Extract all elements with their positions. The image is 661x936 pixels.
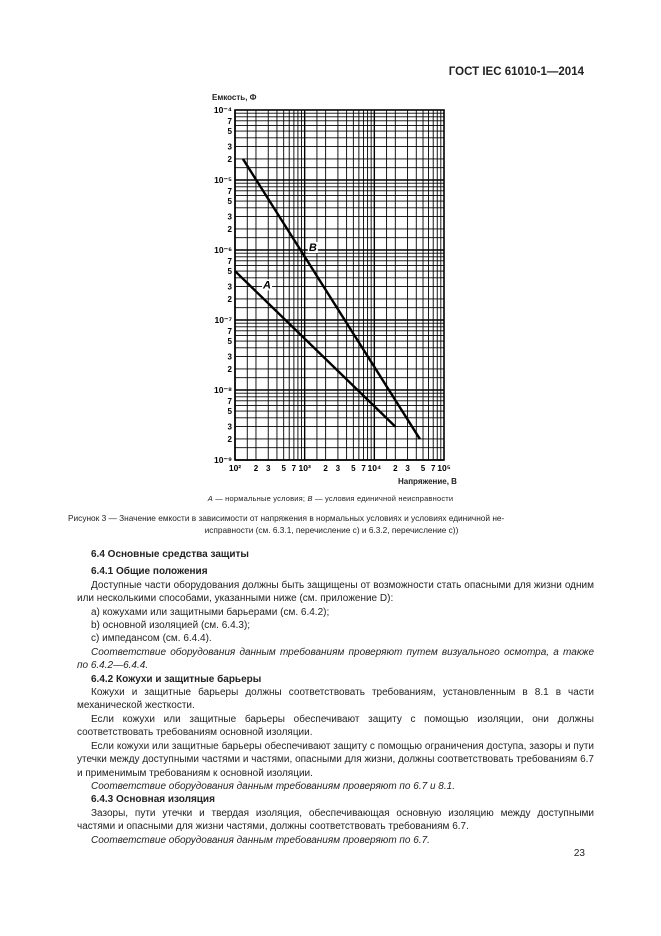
x-tick-label: 5 (420, 464, 426, 473)
paragraph: Если кожухи или защитные барьеры обеспечивают защиту с помощью ограничения доступа, зазоры и пути утечки между доступными частями и частями, опасными для жизни, должны соответствовать требованиям 6.7 и применимым требованиям к основной изоляции. (77, 740, 594, 779)
list-item-b: b) основной изоляцией (см. 6.4.3); (91, 620, 251, 632)
y-tick-label: 7 (227, 396, 232, 406)
y-tick-label: 2 (227, 364, 232, 374)
y-tick-label: 10⁻⁹ (214, 455, 232, 465)
x-tick-label: 2 (323, 464, 328, 473)
figure-caption (68, 512, 595, 536)
paragraph: Зазоры, пути утечки и твердая изоляция, обеспечивающая основную изоляцию между доступными частями и опасными для жизни частями, должны соответствовать требованиям 6.7. (77, 807, 594, 833)
y-tick-label: 3 (227, 142, 232, 152)
x-tick-label: 3 (266, 464, 271, 473)
x-tick-label: 10² (228, 463, 242, 473)
x-tick-label: 7 (361, 464, 366, 473)
x-tick-label: 10⁴ (367, 463, 382, 473)
x-tick-label: 3 (405, 464, 410, 473)
section-6-4-1-title: 6.4.1 Общие положения (91, 566, 208, 578)
y-tick-label: 5 (227, 337, 232, 347)
list-item-a: a) кожухами или защитными барьерами (см. 6.4.2); (91, 606, 330, 618)
y-tick-label: 2 (227, 224, 232, 234)
compliance-note: Соответствие оборудования данным требованиям проверяют по 6.7 и 8.1. (91, 780, 455, 792)
x-tick-label: 10⁵ (437, 463, 451, 473)
page-number: 23 (573, 848, 585, 859)
y-tick-label: 5 (227, 127, 232, 137)
section-6-4-2-title: 6.4.2 Кожухи и защитные барьеры (91, 673, 262, 685)
y-tick-label: 3 (227, 422, 232, 432)
y-tick-label: 10⁻⁵ (214, 175, 232, 185)
series-label-a: A (263, 279, 271, 292)
y-tick-label: 3 (227, 352, 232, 362)
y-tick-label: 5 (227, 197, 232, 207)
compliance-note: Соответствие оборудования данным требованиям проверяют по 6.7. (91, 834, 430, 846)
x-tick-label: 2 (393, 464, 398, 473)
caption-line-2: исправности (см. 6.3.1, перечисление с) и 6.3.2, перечисление с)) (204, 525, 459, 535)
y-tick-label: 2 (227, 434, 232, 444)
section-6-4-3-title: 6.4.3 Основная изоляция (91, 794, 215, 806)
y-tick-label: 3 (227, 282, 232, 292)
y-tick-label: 7 (227, 116, 232, 126)
legend-a-text: — нормальные условия; (215, 494, 306, 503)
legend-b-key: B (307, 494, 313, 503)
y-tick-label: 7 (227, 256, 232, 266)
compliance-note: Соответствие оборудования данным требованиям проверяют путем визуального осмотра, а также по 6.4.2—6.4.4. (77, 646, 594, 672)
x-tick-label: 2 (253, 464, 259, 473)
y-tick-label: 2 (227, 294, 232, 304)
legend-b-text: — условия единичной неисправности (315, 494, 454, 503)
x-tick-label: 5 (281, 464, 286, 473)
x-tick-label: 3 (335, 464, 341, 473)
paragraph: Если кожухи или защитные барьеры обеспечивают защиту с помощью изоляции, они должны соответствовать требованиям основной изоляции. (77, 713, 594, 739)
y-tick-label: 10⁻⁶ (214, 245, 232, 255)
document-header: ГОСТ IEC 61010-1—2014 (448, 66, 584, 78)
document-body (77, 548, 594, 847)
section-6-4-title: 6.4 Основные средства защиты (91, 549, 249, 560)
chart-legend (0, 494, 661, 503)
y-tick-label: 7 (227, 186, 232, 196)
y-tick-label: 5 (227, 407, 232, 417)
series-label-b: B (308, 241, 317, 254)
x-axis-label: Напряжение, В (398, 477, 457, 486)
paragraph: Доступные части оборудования должны быть защищены от возможности стать опасными для жизни одним или несколькими способами, указанными ниже (см. приложение D): (77, 579, 594, 605)
caption-line-1: Рисунок 3 — Значение емкости в зависимости от напряжения в нормальных условиях и условиях единичной не- (68, 513, 505, 523)
y-tick-label: 10⁻⁷ (214, 315, 232, 325)
x-tick-label: 10³ (298, 463, 311, 473)
paragraph: Кожухи и защитные барьеры должны соответствовать требованиям, установленным в 8.1 в части механической жесткости. (77, 687, 594, 712)
list-item-c: c) импедансом (см. 6.4.4). (91, 633, 212, 645)
y-tick-label: 3 (227, 212, 232, 222)
y-tick-label: 7 (227, 326, 232, 336)
y-tick-label: 10⁻⁴ (213, 105, 232, 115)
y-tick-label: 5 (227, 267, 232, 277)
legend-a-key: A (207, 494, 213, 503)
y-axis-label: Емкость, Ф (212, 93, 257, 102)
x-tick-label: 7 (430, 464, 436, 473)
x-tick-label: 7 (291, 464, 297, 473)
y-tick-label: 10⁻⁸ (214, 385, 232, 395)
y-tick-label: 2 (227, 154, 232, 164)
x-tick-label: 5 (351, 464, 356, 473)
